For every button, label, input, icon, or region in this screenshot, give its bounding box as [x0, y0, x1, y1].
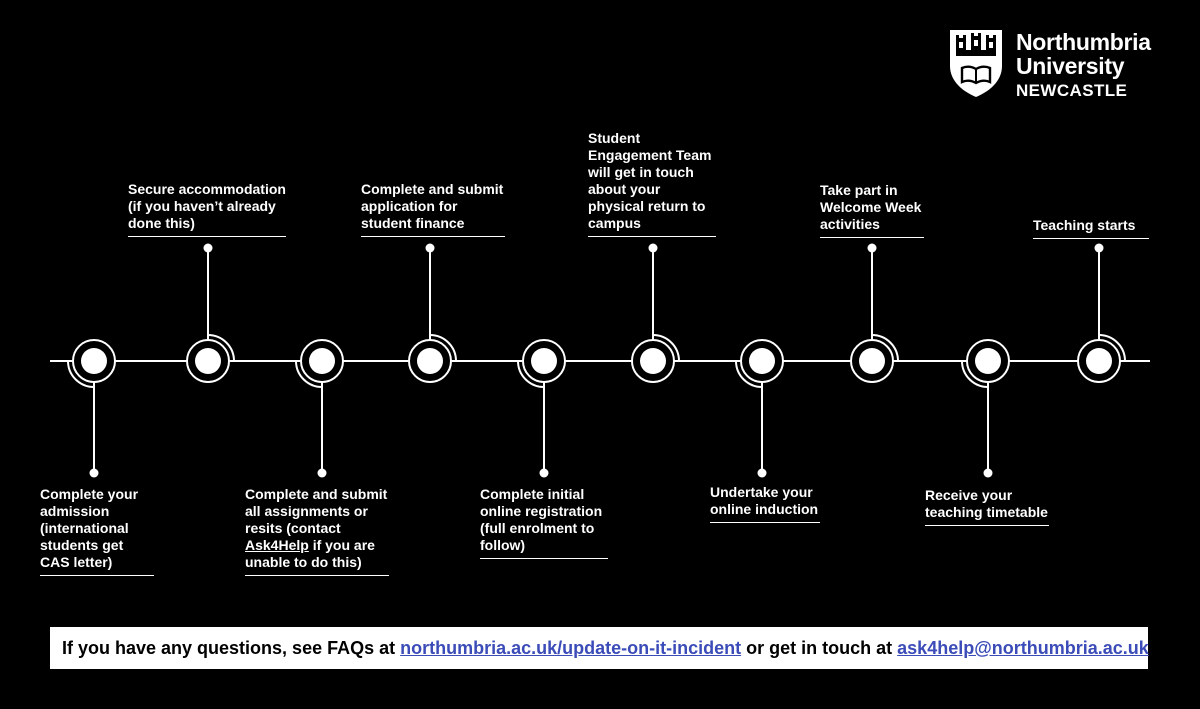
- timeline-node-2: [187, 244, 234, 383]
- step-4-label: Complete and submit application for student finance: [361, 181, 505, 237]
- timeline-node-9: [962, 340, 1009, 478]
- timeline-node-5: [518, 340, 565, 478]
- timeline-node-8: [851, 244, 898, 383]
- logo-name-line1: Northumbria: [1016, 29, 1151, 55]
- ask4help-link[interactable]: Ask4Help: [245, 537, 309, 553]
- timeline-node-7: [736, 340, 783, 478]
- step-2-label: Secure accommodation (if you haven’t already done this): [128, 181, 286, 237]
- logo-name-line2: University: [1016, 53, 1125, 79]
- step-9-label: Receive your teaching timetable: [925, 487, 1049, 526]
- step-7-label: Undertake your online induction: [710, 484, 820, 523]
- footer-text-2: or get in touch at: [746, 638, 893, 658]
- step-5-label: Complete initial online registration (full enrolment to follow): [480, 486, 608, 559]
- timeline-node-6: [632, 244, 679, 383]
- email-link[interactable]: ask4help@northumbria.ac.uk: [897, 638, 1149, 658]
- timeline-node-3: [296, 340, 343, 478]
- step-3-label: Complete and submit all assignments or resits (contact Ask4Help if you are unable to do this): [245, 486, 389, 576]
- footer-text-1: If you have any questions, see FAQs at: [62, 638, 396, 658]
- footer-banner: [50, 627, 1148, 669]
- step-1-label: Complete your admission (international students get CAS letter): [40, 486, 154, 576]
- step-6-label: Student Engagement Team will get in touch about your physical return to campus: [588, 130, 716, 237]
- step-8-label: Take part in Welcome Week activities: [820, 182, 924, 238]
- timeline-node-10: [1078, 244, 1125, 383]
- faq-link[interactable]: northumbria.ac.uk/update-on-it-incident: [400, 638, 742, 658]
- timeline-node-4: [409, 244, 456, 383]
- step-10-label: Teaching starts: [1033, 217, 1149, 239]
- logo-location: NEWCASTLE: [1016, 81, 1128, 100]
- timeline-node-1: [68, 340, 115, 478]
